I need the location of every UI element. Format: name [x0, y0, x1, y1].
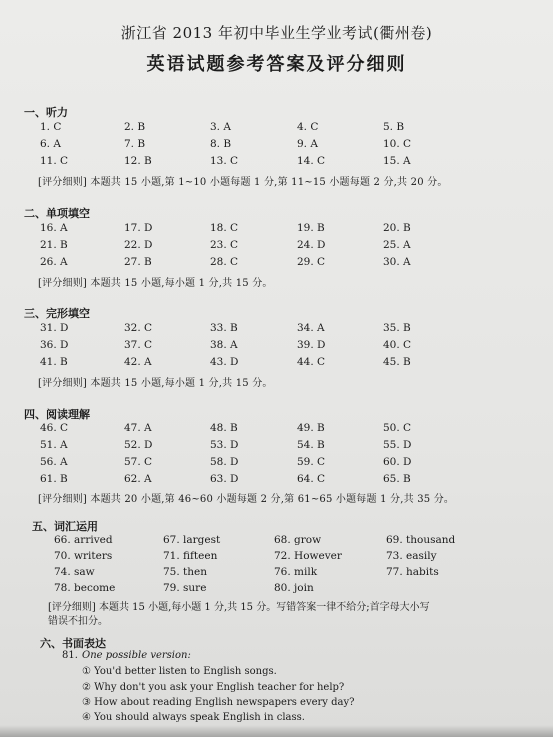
answer-item: 74. saw [54, 566, 95, 578]
answer-item: 25. A [383, 239, 411, 251]
scoring-note: [评分细则] 本题共 15 小题,第 1~10 小题每题 1 分,第 11~15 小题每题 2 分,共 20 分。 [38, 177, 448, 188]
answer-item: 31. D [40, 322, 69, 334]
essay-intro: One possible version: [82, 650, 191, 661]
answer-item: 22. D [124, 239, 153, 251]
page-edge-shadow [0, 725, 553, 737]
answer-item: 15. A [383, 155, 411, 167]
answer-item: 33. B [210, 322, 238, 334]
answer-row [0, 256, 553, 272]
answer-row [0, 138, 553, 154]
scoring-note: [评分细则] 本题共 15 小题,每小题 1 分,共 15 分。写错答案一律不给分;首字母大小写 [48, 602, 430, 613]
answer-item: 11. C [40, 155, 69, 167]
section-single-choice-title: 二、单项填空 [24, 207, 90, 220]
answer-item: 39. D [297, 339, 326, 351]
answer-item: 77. habits [386, 566, 439, 578]
answer-item: 78. become [54, 582, 116, 594]
answer-item: 37. C [124, 339, 153, 351]
answer-item: 35. B [383, 322, 411, 334]
answer-item: 48. B [210, 422, 238, 434]
essay-line: ③ How about reading English newspapers every day? [82, 697, 355, 708]
answer-item: 14. C [297, 155, 326, 167]
answer-item: 12. B [124, 155, 152, 167]
answer-item: 7. B [124, 138, 146, 150]
answer-row [0, 121, 553, 137]
answer-item: 29. C [297, 256, 326, 268]
answer-item: 45. B [383, 356, 411, 368]
answer-item: 42. A [124, 356, 152, 368]
answer-item: 58. D [210, 456, 239, 468]
answer-item: 60. D [383, 456, 412, 468]
answer-item: 79. sure [163, 582, 207, 594]
answer-item: 5. B [383, 121, 405, 133]
answer-item: 32. C [124, 322, 153, 334]
answer-item: 66. arrived [54, 534, 113, 546]
answer-item: 28. C [210, 256, 239, 268]
answer-item: 54. B [297, 439, 325, 451]
exam-title: 浙江省 2013 年初中毕业生学业考试(衢州卷) [120, 24, 433, 42]
answer-item: 23. C [210, 239, 239, 251]
answer-row [0, 566, 553, 582]
answer-item: 65. B [383, 473, 411, 485]
essay-line: ④ You should always speak English in class. [82, 712, 305, 723]
answer-item: 16. A [40, 222, 68, 234]
answer-item: 56. A [40, 456, 68, 468]
answer-item: 55. D [383, 439, 412, 451]
answer-item: 80. join [274, 582, 314, 594]
answer-item: 18. C [210, 222, 239, 234]
answer-item: 17. D [124, 222, 153, 234]
answer-item: 9. A [297, 138, 318, 150]
answer-item: 70. writers [54, 550, 113, 562]
answer-item: 69. thousand [386, 534, 456, 546]
answer-item: 71. fifteen [163, 550, 218, 562]
answer-item: 10. C [383, 138, 412, 150]
answer-item: 20. B [383, 222, 411, 234]
answer-item: 63. D [210, 473, 239, 485]
answer-item: 67. largest [163, 534, 221, 546]
answer-item: 41. B [40, 356, 68, 368]
answer-item: 4. C [297, 121, 319, 133]
answer-item: 53. D [210, 439, 239, 451]
section-cloze-title: 三、完形填空 [24, 307, 90, 320]
answer-row [0, 422, 553, 438]
answer-item: 13. C [210, 155, 239, 167]
scoring-note: [评分细则] 本题共 15 小题,每小题 1 分,共 15 分。 [38, 378, 273, 389]
answer-item: 73. easily [386, 550, 437, 562]
answer-item: 24. D [297, 239, 326, 251]
answer-row [0, 339, 553, 355]
answer-item: 3. A [210, 121, 231, 133]
answer-item: 59. C [297, 456, 326, 468]
essay-question-number: 81. [62, 650, 78, 661]
essay-line: ① You'd better listen to English songs. [82, 666, 277, 677]
section-listening-title: 一、听力 [24, 106, 68, 119]
answer-item: 49. B [297, 422, 325, 434]
answer-item: 2. B [124, 121, 146, 133]
section-vocabulary-title: 五、词汇运用 [32, 520, 98, 533]
answer-item: 21. B [40, 239, 68, 251]
answer-row [0, 322, 553, 338]
answer-item: 61. B [40, 473, 68, 485]
essay-line: ② Why don't you ask your English teacher for help? [82, 682, 345, 693]
answer-row [0, 550, 553, 566]
answer-row [0, 439, 553, 455]
answer-item: 30. A [383, 256, 411, 268]
answer-item: 76. milk [274, 566, 318, 578]
answer-item: 51. A [40, 439, 68, 451]
answer-item: 6. A [40, 138, 61, 150]
answer-item: 1. C [40, 121, 62, 133]
answer-item: 43. D [210, 356, 239, 368]
answer-item: 68. grow [274, 534, 322, 546]
answer-row [0, 473, 553, 489]
answer-row [0, 582, 553, 598]
scoring-note: [评分细则] 本题共 15 小题,每小题 1 分,共 15 分。 [38, 278, 273, 289]
answer-item: 47. A [124, 422, 152, 434]
answer-item: 34. A [297, 322, 325, 334]
answer-item: 19. B [297, 222, 325, 234]
answer-item: 44. C [297, 356, 326, 368]
document-title: 英语试题参考答案及评分细则 [146, 54, 407, 75]
answer-row [0, 534, 553, 550]
answer-item: 72. However [274, 550, 342, 562]
answer-item: 40. C [383, 339, 412, 351]
answer-item: 46. C [40, 422, 69, 434]
answer-item: 36. D [40, 339, 69, 351]
answer-item: 50. C [383, 422, 412, 434]
answer-item: 52. D [124, 439, 153, 451]
answer-item: 8. B [210, 138, 232, 150]
answer-item: 64. C [297, 473, 326, 485]
scoring-note: [评分细则] 本题共 20 小题,第 46~60 小题每题 2 分,第 61~65 小题每题 1 分,共 35 分。 [38, 494, 455, 505]
answer-row [0, 356, 553, 372]
section-reading-title: 四、阅读理解 [24, 408, 90, 421]
answer-row [0, 239, 553, 255]
section-writing-title: 六、书面表达 [40, 637, 106, 650]
answer-item: 62. A [124, 473, 152, 485]
answer-row [0, 155, 553, 171]
answer-item: 75. then [163, 566, 207, 578]
answer-row [0, 222, 553, 238]
answer-item: 38. A [210, 339, 238, 351]
answer-item: 57. C [124, 456, 153, 468]
answer-row [0, 456, 553, 472]
answer-item: 26. A [40, 256, 68, 268]
scoring-note-continued: 错误不扣分。 [48, 616, 108, 627]
answer-item: 27. B [124, 256, 152, 268]
